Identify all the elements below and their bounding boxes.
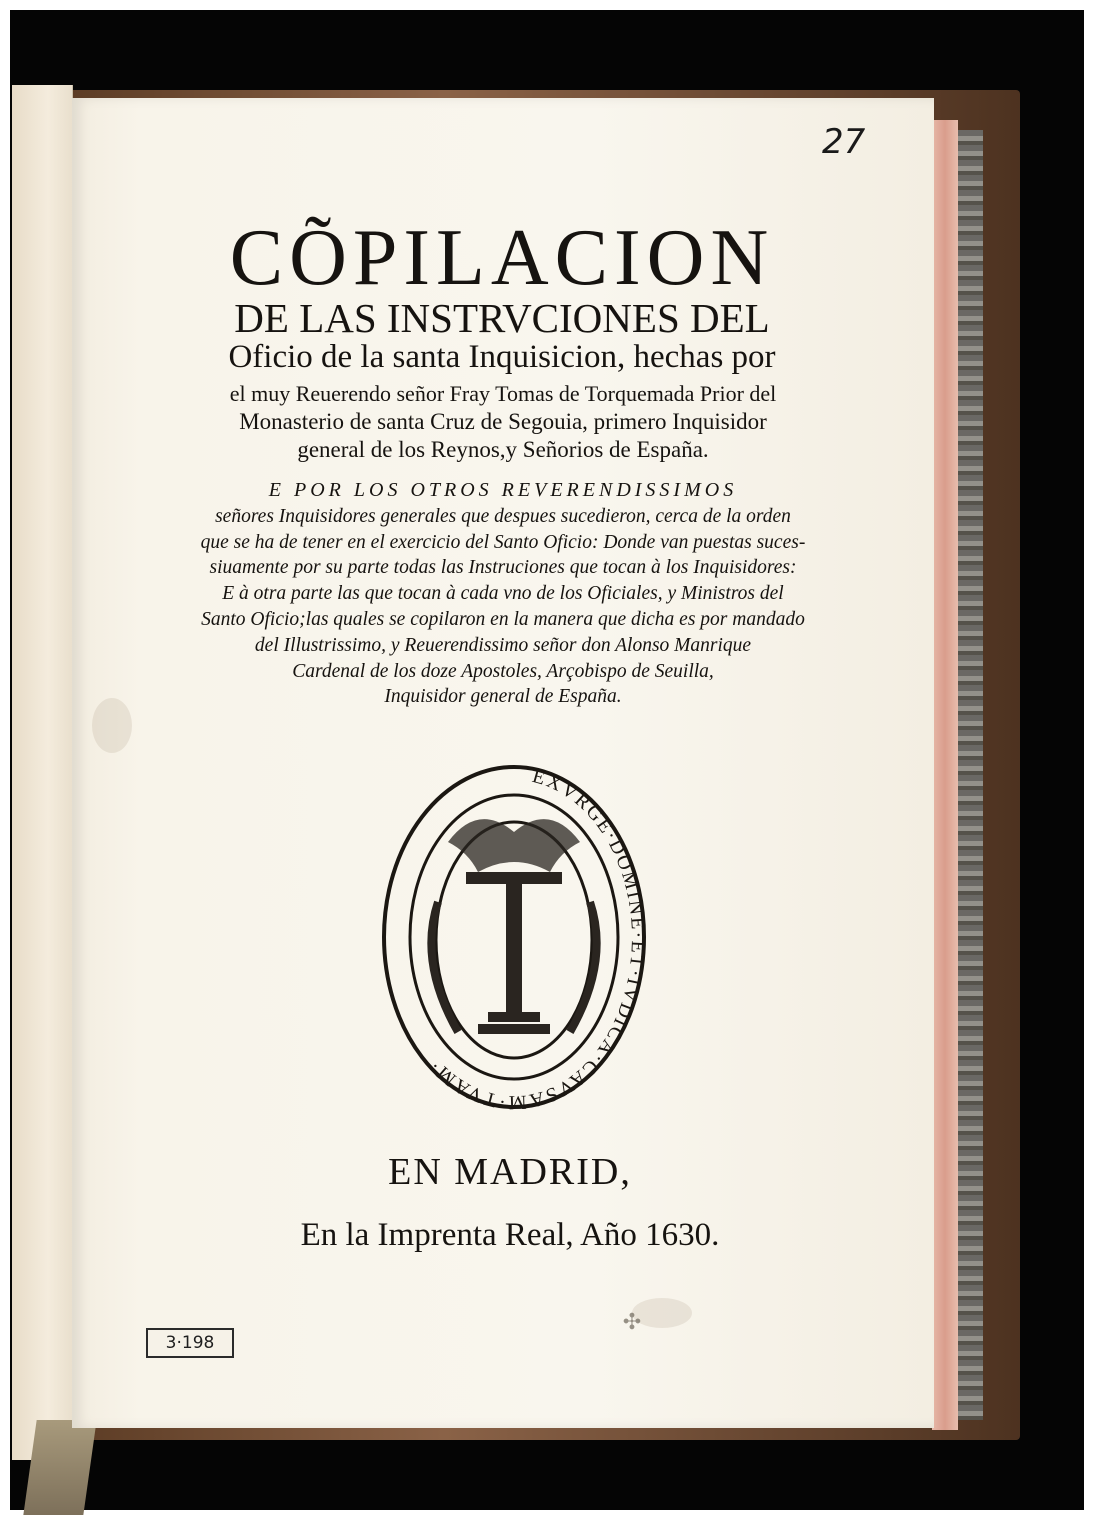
fleur-de-lis-icon	[448, 819, 580, 872]
folio-number: 27	[822, 122, 866, 162]
inquisition-seal	[378, 762, 650, 1112]
cross-base-step	[478, 1024, 550, 1034]
stain	[92, 698, 132, 753]
marbled-edge	[955, 130, 983, 1420]
body-line: el muy Reuerendo señor Fray Tomas de Torquemada Prior del	[229, 381, 777, 406]
imprint-city: EN MADRID,	[388, 1151, 632, 1193]
shelfmark-label: 3·198	[146, 1328, 234, 1358]
left-leaf	[12, 85, 73, 1460]
italic-text	[188, 478, 818, 710]
italic-line: siuamente por su parte todas las Instruciones que tocan à los Inquisidores:	[209, 557, 797, 579]
italic-line: que se ha de tener en el exercicio del Santo Oficio: Donde van puestas suces-	[200, 531, 806, 553]
cross-bar-icon	[466, 872, 562, 884]
page-fore-edge	[932, 120, 958, 1430]
italic-line: Santo Oficio;las quales se copilaron en la manera que dicha es por mandado	[201, 608, 805, 630]
cross-icon	[506, 872, 522, 1012]
printer-ornament-icon: ✣	[622, 1310, 642, 1335]
subtitle-line-2: Oficio de la santa Inquisicion, hechas por	[228, 339, 776, 375]
page-title: CÕPILACION	[229, 214, 775, 302]
italic-line: E à otra parte las que tocan à cada vno de los Oficiales, y Ministros del	[222, 583, 784, 605]
italic-line: del Illustrissimo, y Reuerendissimo señor don Alonso Manrique	[254, 634, 752, 656]
imprint-publisher: En la Imprenta Real, Año 1630.	[300, 1217, 720, 1253]
italic-line: Cardenal de los doze Apostoles, Arçobispo de Seuilla,	[292, 660, 714, 682]
italic-line: señores Inquisidores generales que despues sucedieron, cerca de la orden	[215, 505, 791, 527]
italic-line: Inquisidor general de España.	[384, 686, 622, 708]
seal-motto: EXVRGE·DOMINE·ET·IVDICA·CAVSAM·TVAM·	[424, 765, 650, 1112]
italic-line: E POR LOS OTROS REVERENDISSIMOS	[268, 479, 738, 501]
body-text	[188, 380, 818, 464]
body-line: general de los Reynos,y Señorios de España.	[297, 437, 709, 462]
cross-base-icon	[488, 1012, 540, 1022]
body-line: Monasterio de santa Cruz de Segouia, primero Inquisidor	[239, 409, 767, 434]
subtitle-line-1: DE LAS INSTRVCIONES DEL	[234, 295, 770, 341]
